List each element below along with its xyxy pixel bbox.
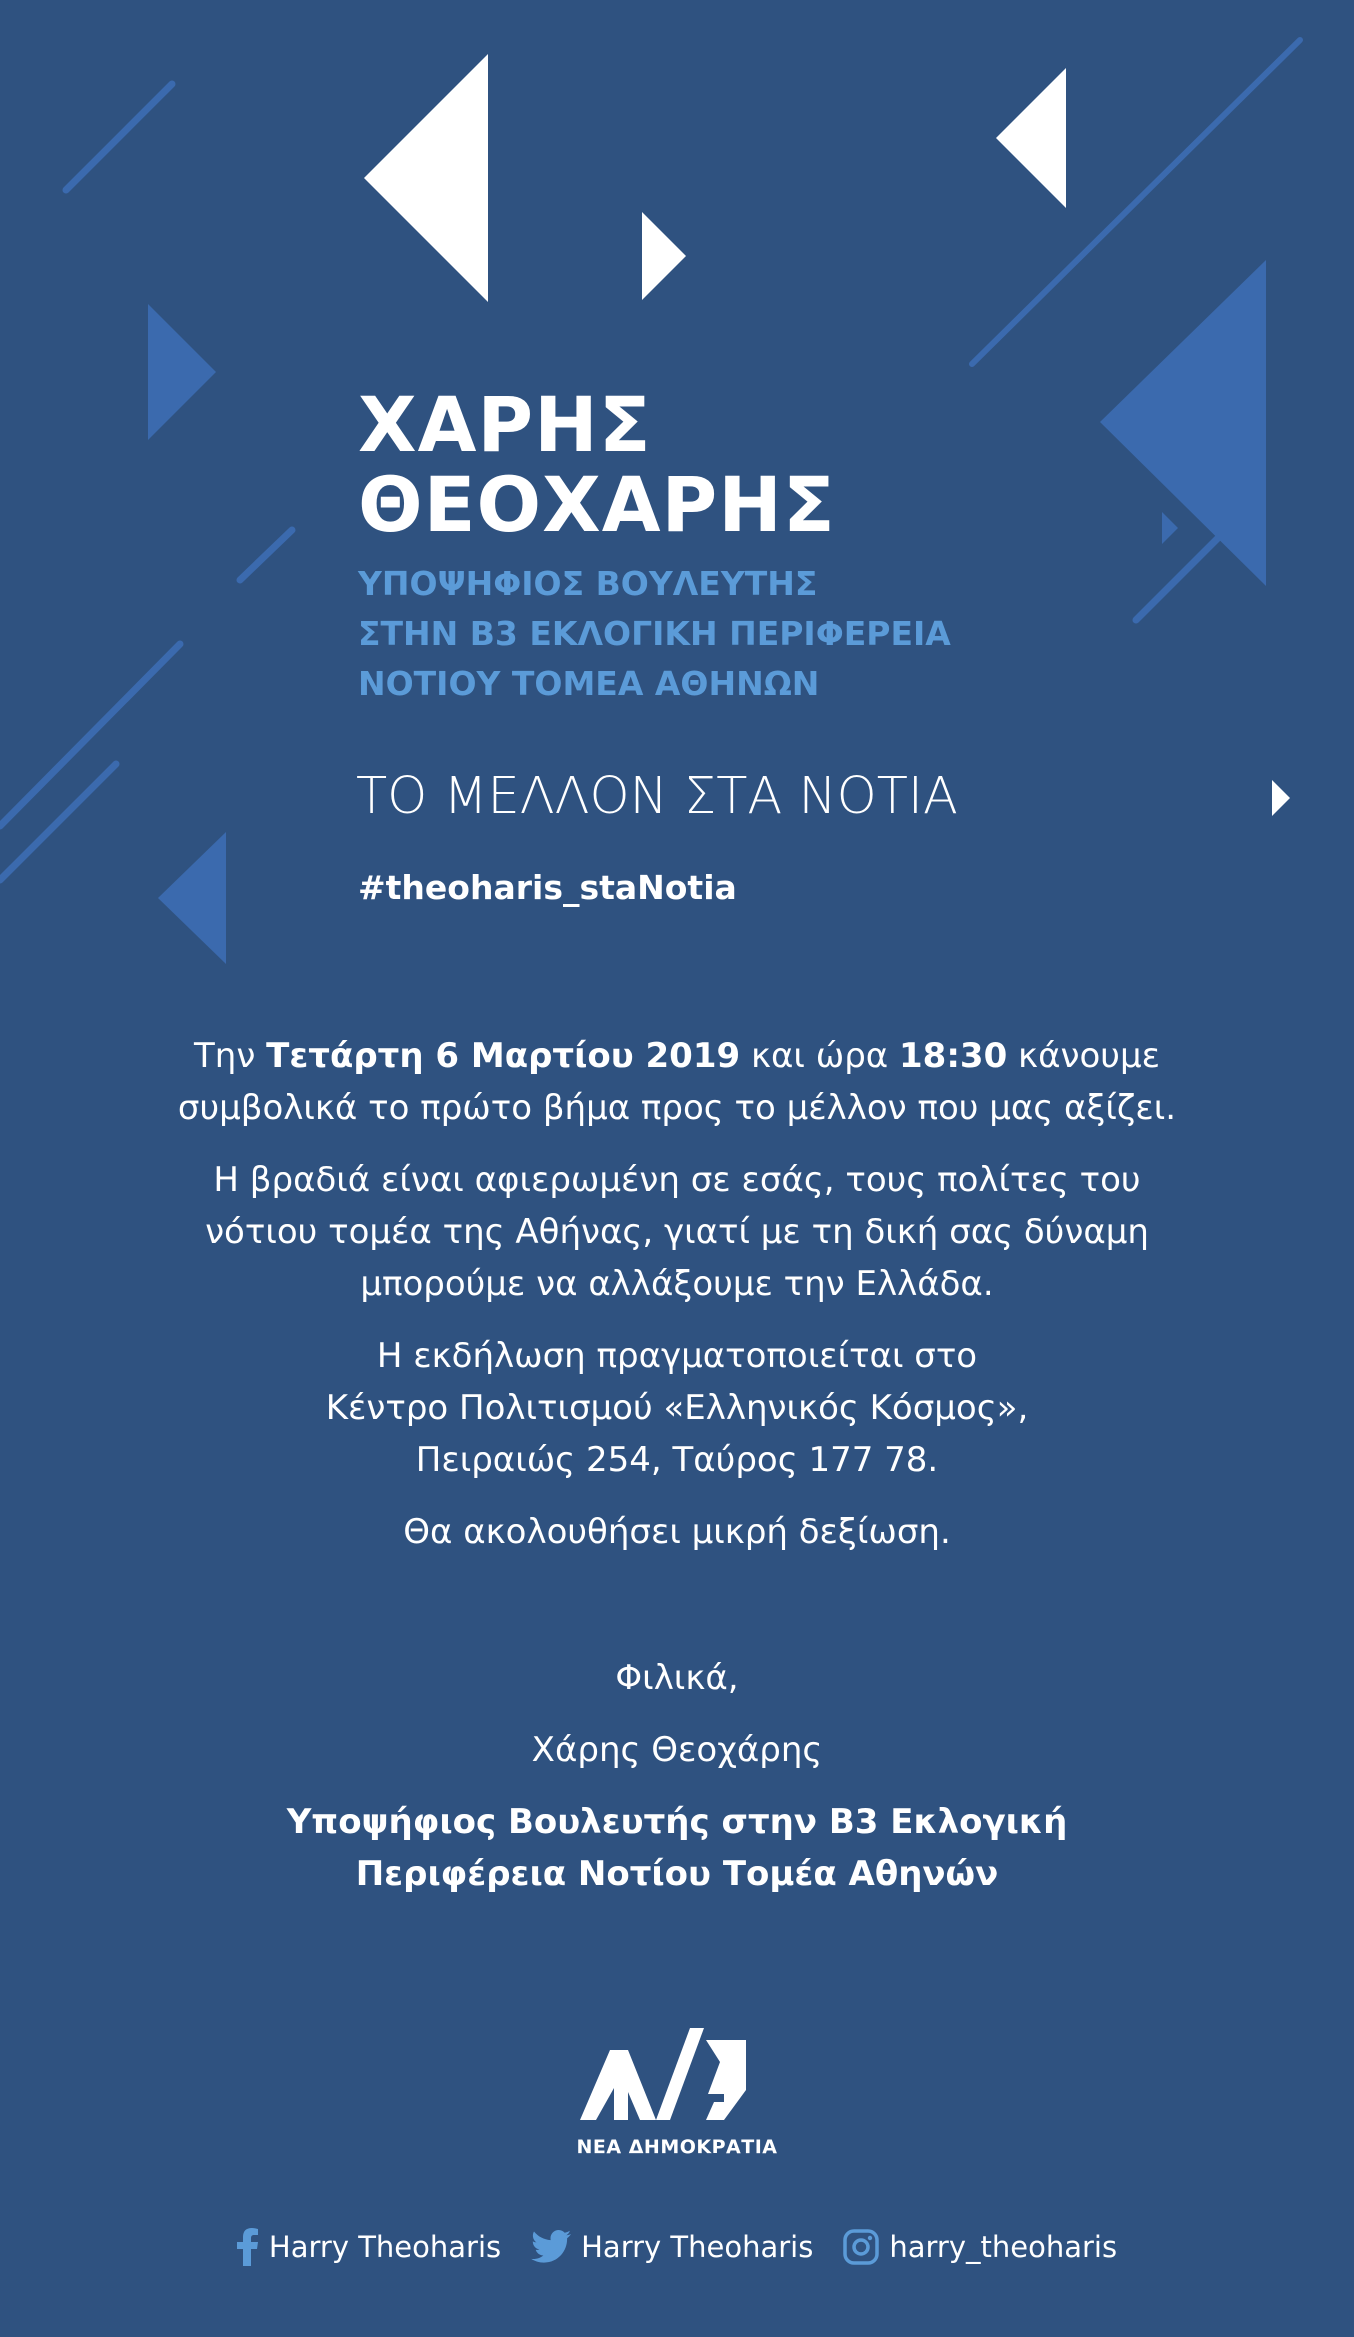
- decor-line: [0, 764, 116, 880]
- signer-title-line: Περιφέρεια Νοτίου Τομέα Αθηνών: [355, 1854, 999, 1894]
- text-span: Η εκδήλωση πραγματοποιείται στο: [376, 1336, 978, 1376]
- facebook-icon: [237, 2228, 259, 2266]
- subtitle-line: ΝΟΤΙΟΥ ΤΟΜΕΑ ΑΘΗΝΩΝ: [358, 664, 820, 703]
- candidate-header: [358, 380, 1258, 709]
- invitation-text: [100, 1030, 1254, 1578]
- signer-title-line: Υποψήφιος Βουλευτής στην Β3 Εκλογική: [286, 1802, 1068, 1842]
- hashtag: #theoharis_staNotia: [358, 868, 737, 907]
- social-instagram[interactable]: [843, 2229, 1117, 2265]
- decor-line: [240, 530, 292, 580]
- subtitle-line: ΥΠΟΨΗΦΙΟΣ ΒΟΥΛΕΥΤΗΣ: [358, 564, 818, 603]
- decor-triangle: [158, 832, 226, 964]
- social-twitter[interactable]: [531, 2230, 813, 2264]
- signer-name: Χάρης Θεοχάρης: [531, 1730, 823, 1770]
- social-label: Harry Theoharis: [581, 2230, 814, 2264]
- event-time: 18:30: [899, 1036, 1008, 1076]
- play-arrow-icon: [1272, 780, 1290, 816]
- decor-line: [66, 84, 172, 190]
- social-label: Harry Theoharis: [268, 2230, 502, 2264]
- invitation-paragraph: [100, 1154, 1254, 1310]
- venue-paragraph: [100, 1330, 1254, 1486]
- social-label: harry_theoharis: [889, 2230, 1118, 2264]
- text-span: και ώρα: [740, 1036, 899, 1076]
- signer-title: [100, 1796, 1254, 1900]
- instagram-icon: [843, 2229, 879, 2265]
- invitation-paragraph: [100, 1030, 1254, 1134]
- social-links: [0, 2228, 1354, 2266]
- venue-name: Κέντρο Πολιτισμού «Ελληνικός Κόσμος»,: [325, 1388, 1029, 1428]
- twitter-icon: [531, 2230, 571, 2264]
- decor-triangle: [148, 304, 216, 440]
- nd-logo-mark: [570, 2010, 784, 2130]
- subtitle-line: ΣΤΗΝ Β3 ΕΚΛΟΓΙΚΗ ΠΕΡΙΦΕΡΕΙΑ: [358, 614, 951, 653]
- decor-triangle-white: [642, 212, 686, 300]
- text-span: Η βραδιά είναι αφιερωμένη σε εσάς, τους πολίτες του: [213, 1160, 1141, 1200]
- candidate-last-name: ΘΕΟΧΑΡΗΣ: [358, 460, 836, 549]
- text-span: συμβολικά το πρώτο βήμα προς το μέλλον που μας αξίζει.: [177, 1088, 1177, 1128]
- candidate-subtitle: [358, 559, 1258, 709]
- text-span: Την: [194, 1036, 267, 1076]
- slogan: ΤΟ ΜΕΛΛΟΝ ΣΤΑ ΝΟΤΙΑ: [356, 767, 958, 826]
- decor-line: [0, 644, 180, 826]
- candidate-first-name: ΧΑΡΗΣ: [358, 380, 652, 469]
- signoff: [100, 1652, 1254, 1900]
- greeting: Φιλικά,: [615, 1658, 739, 1698]
- party-name: ΝΕΑ ΔΗΜΟΚΡΑΤΙΑ: [576, 2136, 778, 2158]
- decor-triangle-white: [364, 54, 488, 302]
- venue-address: Πειραιώς 254, Ταύρος 177 78.: [415, 1440, 939, 1480]
- party-logo: [570, 2010, 784, 2158]
- decor-triangle-white: [996, 68, 1066, 208]
- reception-note: Θα ακολουθήσει μικρή δεξίωση.: [403, 1512, 951, 1552]
- social-facebook[interactable]: [237, 2228, 501, 2266]
- text-span: νότιου τομέα της Αθήνας, γιατί με τη δική σας δύναμη: [205, 1212, 1149, 1252]
- event-date: Τετάρτη 6 Μαρτίου 2019: [266, 1036, 741, 1076]
- text-span: μπορούμε να αλλάξουμε την Ελλάδα.: [360, 1264, 994, 1304]
- text-span: κάνουμε: [1007, 1036, 1160, 1076]
